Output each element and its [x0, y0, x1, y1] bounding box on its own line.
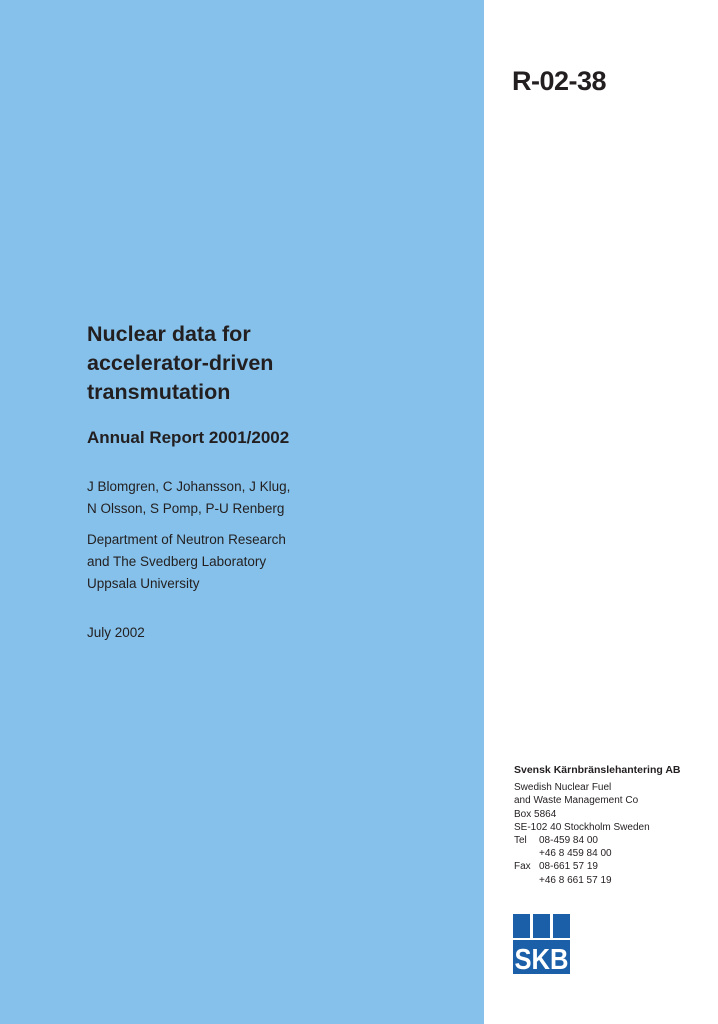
- address-line: Swedish Nuclear Fuel: [514, 782, 612, 794]
- title-line: Nuclear data for: [87, 322, 251, 346]
- logo-block: [553, 914, 570, 938]
- affiliation-line: and The Svedberg Laboratory: [87, 554, 267, 569]
- report-subtitle: Annual Report 2001/2002: [87, 428, 290, 447]
- fax-number-intl: +46 8 661 57 19: [539, 874, 612, 886]
- tel-row-intl: [514, 847, 681, 860]
- address-line: SE-102 40 Stockholm Sweden: [514, 821, 650, 833]
- publication-date: July 2002: [87, 625, 145, 640]
- authors: [87, 476, 290, 520]
- logo-text: SKB: [514, 944, 569, 974]
- tel-label: Tel: [514, 835, 527, 847]
- affiliation: [87, 529, 286, 595]
- skb-logo: [513, 914, 570, 974]
- affiliation-line: Department of Neutron Research: [87, 532, 286, 547]
- author-line: J Blomgren, C Johansson, J Klug,: [87, 479, 291, 494]
- report-title: [87, 320, 447, 407]
- author-line: N Olsson, S Pomp, P-U Renberg: [87, 501, 285, 516]
- fax-number: 08-661 57 19: [539, 861, 598, 873]
- fax-label: Fax: [514, 861, 531, 873]
- tel-number-intl: +46 8 459 84 00: [539, 848, 612, 860]
- organization-name: Svensk Kärnbränslehantering AB: [514, 764, 681, 776]
- report-number: R-02-38: [512, 66, 607, 96]
- title-line: transmutation: [87, 380, 231, 404]
- organization-contact: [514, 764, 681, 887]
- address-line: and Waste Management Co: [514, 795, 639, 807]
- logo-block: [513, 914, 530, 938]
- logo-block: [533, 914, 550, 938]
- fax-row: [514, 860, 681, 873]
- tel-number: 08-459 84 00: [539, 835, 598, 847]
- title-line: accelerator-driven: [87, 351, 274, 375]
- fax-row-intl: [514, 874, 681, 887]
- tel-row: [514, 834, 681, 847]
- address-line: Box 5864: [514, 808, 557, 820]
- affiliation-line: Uppsala University: [87, 576, 200, 591]
